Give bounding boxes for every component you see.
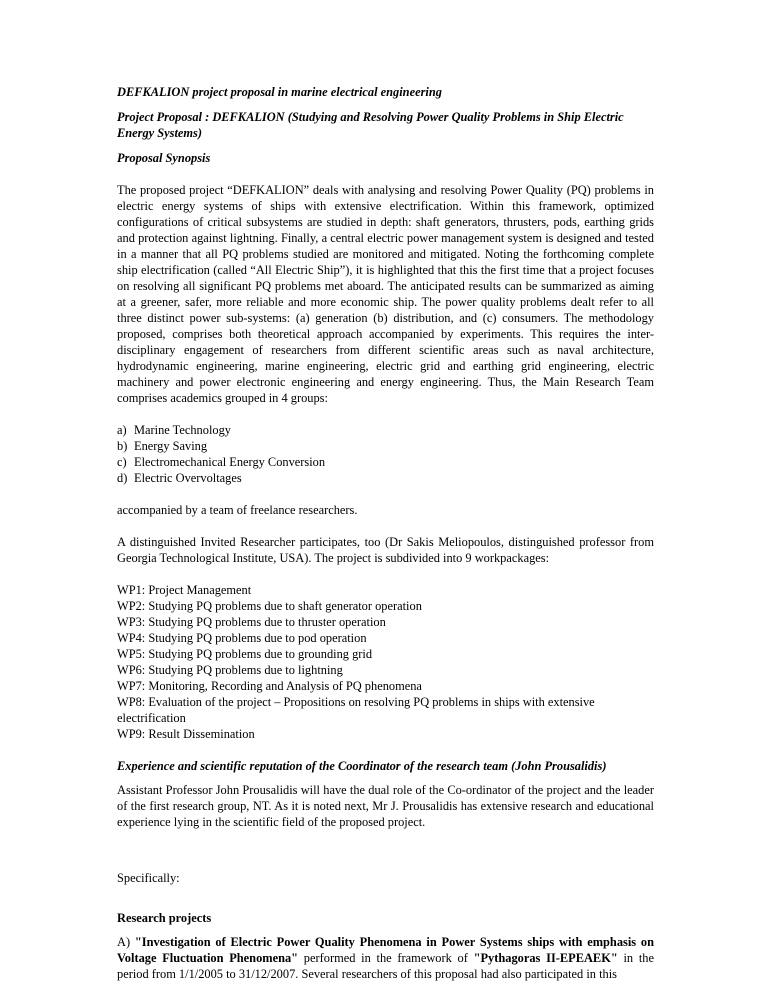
workpackage-item: WP7: Monitoring, Recording and Analysis of PQ phenomena xyxy=(117,679,422,693)
list-item-text: Energy Saving xyxy=(134,439,208,453)
workpackage-list xyxy=(117,582,654,742)
list-item-text: Marine Technology xyxy=(134,423,231,437)
proposal-title: Project Proposal : DEFKALION (Studying and Resolving Power Quality Problems in Ship Electric Energy Systems) xyxy=(117,110,624,140)
workpackage-item: WP8: Evaluation of the project – Propositions on resolving PQ problems in ships with extensive electrification xyxy=(117,695,595,725)
specifically-label: Specifically: xyxy=(117,871,180,885)
document-title: DEFKALION project proposal in marine electrical engineering xyxy=(117,85,442,99)
workpackage-item: WP4: Studying PQ problems due to pod operation xyxy=(117,631,367,645)
list-item xyxy=(117,470,654,486)
workpackage-item: WP2: Studying PQ problems due to shaft generator operation xyxy=(117,599,422,613)
project-title: "Investigation of Electric Power Quality Phenomena in Power Systems ships with emphasis on Voltage Fluctuation Phenomena" xyxy=(117,935,654,965)
project-program: "Pythagoras II-EPEAEK" xyxy=(473,951,618,965)
workpackage-item: WP5: Studying PQ problems due to grounding grid xyxy=(117,647,373,661)
synopsis-paragraph: The proposed project “DEFKALION” deals with analysing and resolving Power Quality (PQ) problems in electric energy systems of ships with extensive electrification. Within this framework, optimized configurations of critical subsystems are studied in depth: shaft generators, thrusters, pods, earthing grids and protection against lightning. Finally, a central electric power management system is designed and tested in a manner that all PQ problems studied are monitored and mitigated. Noting the forthcoming complete ship electrification (called “All Electric Ship”), it is highlighted that this the first time that a project focuses on resolving all significant PQ problems met aboard. The anticipated results can be summarized as aiming at a greener, safer, more reliable and more economic ship. The power quality problems dealt refer to all three distinct power sub-systems: (a) generation (b) distribution, and (c) consumers. The methodology proposed, comprises both theoretical approach accompanied by experiments. This requires the inter-disciplinary engagement of researchers from different scientific areas such as naval architecture, hydrodynamic engineering, marine engineering, electric grid and earthing grid engineering, electric machinery and power electronic engineering and energy engineering. Thus, the Main Research Team comprises academics grouped in 4 groups: xyxy=(117,183,654,405)
list-item xyxy=(117,422,654,438)
list-marker: b) xyxy=(117,439,128,453)
list-marker: a) xyxy=(117,423,127,437)
list-item-text: Electric Overvoltages xyxy=(134,471,242,485)
invited-researcher-paragraph: A distinguished Invited Researcher participates, too (Dr Sakis Meliopoulos, distinguished professor from Georgia Technological Institute, USA). The project is subdivided into 9 workpackages: xyxy=(117,535,654,565)
workpackage-item: WP3: Studying PQ problems due to thruster operation xyxy=(117,615,386,629)
list-item xyxy=(117,438,654,454)
workpackage-item: WP9: Result Dissemination xyxy=(117,727,255,741)
workpackage-item: WP1: Project Management xyxy=(117,583,252,597)
project-tail-text: in the period from 1/1/2005 to 31/12/2007. Several researchers of this proposal had also participated in this xyxy=(117,951,654,981)
list-marker: d) xyxy=(117,471,128,485)
document-body xyxy=(117,84,654,982)
freelance-paragraph: accompanied by a team of freelance researchers. xyxy=(117,503,358,517)
list-item xyxy=(117,454,654,470)
research-groups-list xyxy=(117,422,654,486)
research-project-a xyxy=(117,934,654,982)
research-projects-heading: Research projects xyxy=(117,911,212,925)
list-item-text: Electromechanical Energy Conversion xyxy=(134,455,326,469)
experience-heading: Experience and scientific reputation of the Coordinator of the research team (John Prousalidis) xyxy=(117,759,607,773)
project-mid-text: performed in the framework of xyxy=(298,951,474,965)
workpackage-item: WP6: Studying PQ problems due to lightning xyxy=(117,663,343,677)
experience-paragraph: Assistant Professor John Prousalidis will have the dual role of the Co-ordinator of the project and the leader of the first research group, NT. As it is noted next, Mr J. Prousalidis has extensive research and educational experience lying in the scientific field of the proposed project. xyxy=(117,783,654,829)
list-marker: c) xyxy=(117,455,127,469)
project-prefix: A) xyxy=(117,935,135,949)
synopsis-heading: Proposal Synopsis xyxy=(117,151,211,165)
